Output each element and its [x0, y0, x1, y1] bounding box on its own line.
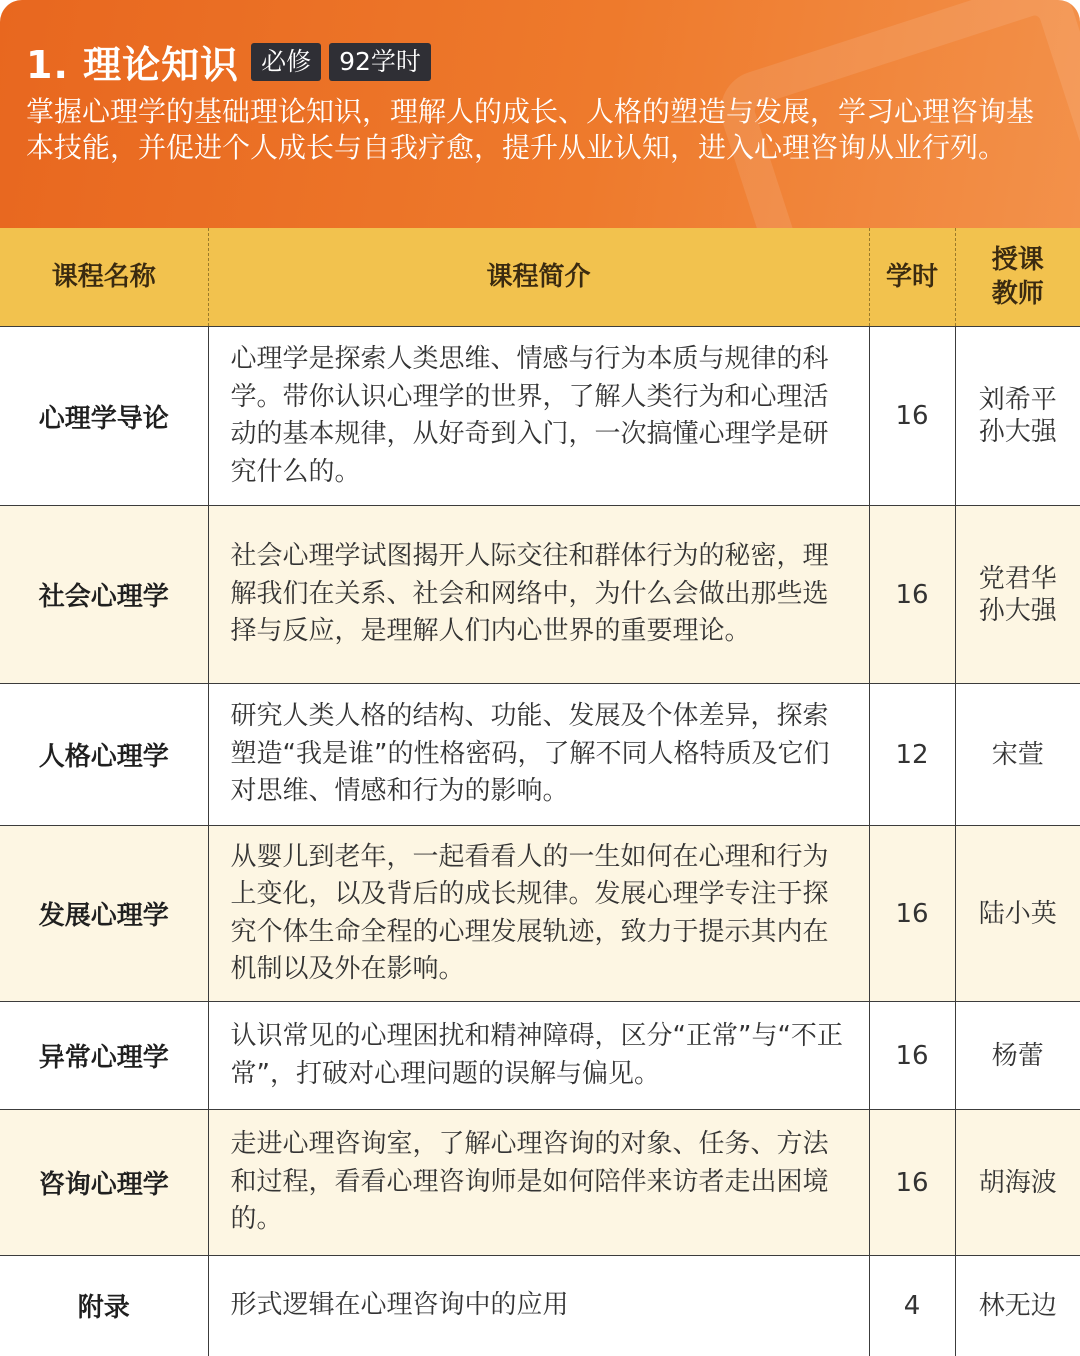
section-description: 掌握心理学的基础理论知识，理解人的成长、人格的塑造与发展，学习心理咨询基本技能，并促进个人成长与自我疗愈，提升从业认知，进入心理咨询从业行列。	[26, 95, 1035, 164]
course-name: 异常心理学	[0, 1002, 208, 1110]
course-name: 发展心理学	[0, 826, 208, 1002]
course-teacher: 宋萱	[955, 684, 1080, 826]
course-teacher: 陆小英	[955, 826, 1080, 1002]
table-row	[0, 327, 1080, 506]
header-hours: 学时	[869, 228, 955, 327]
course-teacher: 杨蕾	[955, 1002, 1080, 1110]
table-header-row	[0, 228, 1080, 327]
course-intro: 走进心理咨询室，了解心理咨询的对象、任务、方法和过程，看看心理咨询师是如何陪伴来访者走出困境的。	[208, 1110, 869, 1256]
header-teacher-label: 授课教师	[991, 245, 1044, 309]
course-intro: 心理学是探索人类思维、情感与行为本质与规律的科学。带你认识心理学的世界，了解人类行为和心理活动的基本规律，从好奇到入门，一次搞懂心理学是研究什么的。	[208, 327, 869, 506]
course-intro: 认识常见的心理困扰和精神障碍，区分“正常”与“不正常”，打破对心理问题的误解与偏见。	[208, 1002, 869, 1110]
course-teacher	[955, 327, 1080, 506]
table-row	[0, 1110, 1080, 1256]
course-hours: 4	[869, 1256, 955, 1356]
section-title: 1. 理论知识	[26, 43, 240, 87]
course-hours: 16	[869, 1110, 955, 1256]
course-name: 社会心理学	[0, 506, 208, 684]
course-intro: 从婴儿到老年，一起看看人的一生如何在心理和行为上变化，以及背后的成长规律。发展心理学专注于探究个体生命全程的心理发展轨迹，致力于提示其内在机制以及外在影响。	[208, 826, 869, 1002]
table-row	[0, 1002, 1080, 1110]
course-hours: 16	[869, 506, 955, 684]
course-teacher	[955, 506, 1080, 684]
section-header	[0, 0, 1080, 228]
header-teacher	[955, 228, 1080, 327]
course-hours: 16	[869, 1002, 955, 1110]
table-row	[0, 1256, 1080, 1356]
course-name: 附录	[0, 1256, 208, 1356]
title-row	[26, 34, 431, 89]
course-table	[0, 228, 1080, 1356]
table-row	[0, 684, 1080, 826]
required-badge: 必修	[251, 43, 321, 81]
course-name: 心理学导论	[0, 327, 208, 506]
course-teacher: 胡海波	[955, 1110, 1080, 1256]
course-intro: 形式逻辑在心理咨询中的应用	[208, 1256, 869, 1356]
hours-badge: 92学时	[329, 43, 431, 81]
header-course-intro: 课程简介	[208, 228, 869, 327]
course-name: 人格心理学	[0, 684, 208, 826]
header-course-name: 课程名称	[0, 228, 208, 327]
teacher-names: 党君华 孙大强	[978, 563, 1057, 626]
teacher-names: 刘希平 孙大强	[978, 385, 1057, 447]
table-row	[0, 506, 1080, 684]
course-hours: 16	[869, 327, 955, 506]
course-intro: 研究人类人格的结构、功能、发展及个体差异，探索塑造“我是谁”的性格密码，了解不同人格特质及它们对思维、情感和行为的影响。	[208, 684, 869, 826]
table-row	[0, 826, 1080, 1002]
course-hours: 16	[869, 826, 955, 1002]
course-intro: 社会心理学试图揭开人际交往和群体行为的秘密，理解我们在关系、社会和网络中，为什么会做出那些选择与反应，是理解人们内心世界的重要理论。	[208, 506, 869, 684]
course-teacher: 林无边	[955, 1256, 1080, 1356]
course-name: 咨询心理学	[0, 1110, 208, 1256]
course-hours: 12	[869, 684, 955, 826]
